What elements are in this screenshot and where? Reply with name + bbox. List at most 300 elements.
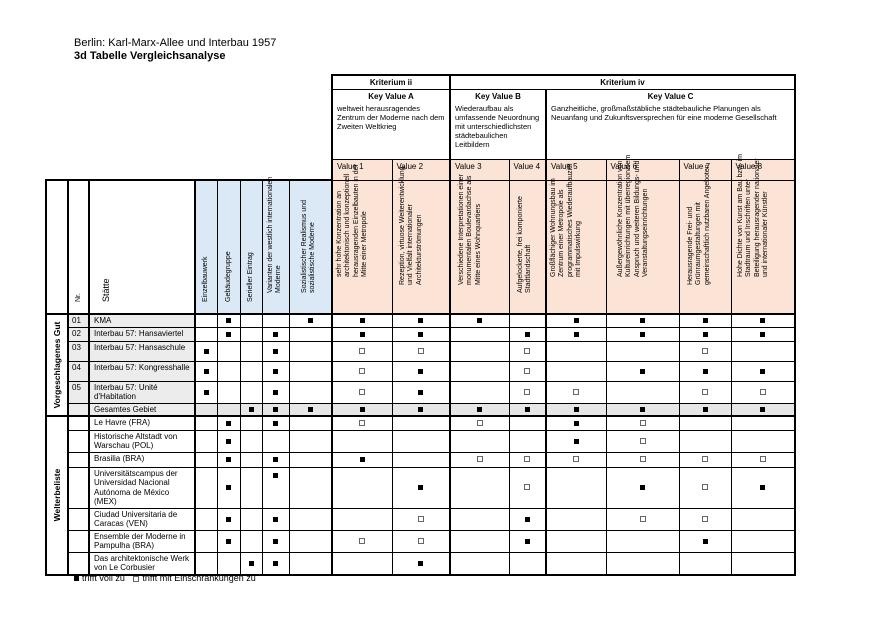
mark-cell [731,508,795,530]
full-mark-icon [525,515,530,524]
mark-cell [262,430,289,452]
row-site: Ciudad Universitaria de Caracas (VEN) [89,508,195,530]
value-header: Value 8 [731,159,795,180]
mark-cell [731,416,795,430]
full-mark-icon [760,405,765,414]
table-row [46,552,795,575]
partial-mark-icon [640,437,646,446]
full-mark-icon [477,316,482,325]
mark-cell [546,327,606,341]
mark-cell [509,467,546,508]
mark-cell [240,552,262,575]
mark-cell [332,416,392,430]
row-nr [68,416,89,430]
full-mark-icon [418,388,423,397]
type-header: Gebäudegruppe [217,180,240,314]
mark-cell [289,327,332,341]
mark-cell [546,361,606,381]
mark-cell [262,381,289,403]
row-nr: 04 [68,361,89,381]
mark-cell [289,452,332,467]
mark-cell [332,508,392,530]
mark-cell [679,327,731,341]
mark-cell [450,530,509,552]
mark-cell [392,403,450,416]
mark-cell [262,403,289,416]
mark-cell [731,341,795,361]
mark-cell [289,430,332,452]
mark-cell [289,361,332,381]
type-header: Einzelbauwerk [195,180,217,314]
mark-cell [731,452,795,467]
partial-mark-icon [573,455,579,464]
mark-cell [679,552,731,575]
full-mark-icon [703,316,708,325]
mark-cell [450,381,509,403]
mark-cell [217,467,240,508]
mark-cell [731,530,795,552]
mark-cell [606,403,679,416]
key-value-b [450,89,546,159]
mark-cell [731,381,795,403]
full-mark-icon [226,437,231,446]
partial-mark-icon [760,388,766,397]
row-nr: 05 [68,381,89,403]
mark-cell [679,530,731,552]
mark-cell [450,452,509,467]
mark-cell [509,327,546,341]
mark-cell [606,416,679,430]
mark-cell [240,467,262,508]
row-site: Ensemble der Moderne in Pampulha (BRA) [89,530,195,552]
mark-cell [679,381,731,403]
full-mark-icon [525,537,530,546]
mark-cell [450,314,509,327]
mark-cell [262,508,289,530]
full-mark-icon [226,419,231,428]
row-nr: 03 [68,341,89,361]
full-mark-icon [418,316,423,325]
mark-cell [195,341,217,361]
full-mark-icon [703,367,708,376]
row-site: Gesamtes Gebiet [89,403,195,416]
table-row [46,508,795,530]
full-mark-icon [273,388,278,397]
full-mark-icon [273,347,278,356]
mark-cell [332,430,392,452]
mark-cell [217,530,240,552]
mark-cell [289,552,332,575]
mark-cell [606,430,679,452]
mark-cell [392,530,450,552]
mark-cell [731,403,795,416]
mark-cell [217,416,240,430]
mark-cell [679,416,731,430]
mark-cell [195,430,217,452]
mark-cell [392,452,450,467]
value-desc: Hohe Dichte von Kunst am Bau bzw. im Stadtraum und Inschriften unter Beteiligung herausragender nationaler und internationaler Künstler [731,180,795,314]
mark-cell [195,381,217,403]
full-mark-icon [360,330,365,339]
mark-cell [195,361,217,381]
mark-cell [262,327,289,341]
mark-cell [217,430,240,452]
key-value-c [546,89,795,159]
mark-cell [509,341,546,361]
row-site: Universitätscampus der Universidad Nacional Autónoma de México (MEX) [89,467,195,508]
mark-cell [332,314,392,327]
mark-cell [450,508,509,530]
mark-cell [392,416,450,430]
partial-mark-icon [760,455,766,464]
mark-cell [509,381,546,403]
full-mark-icon [703,405,708,414]
mark-cell [546,452,606,467]
full-mark-icon [640,405,645,414]
mark-cell [240,530,262,552]
type-header: Varianten der westlich internationalen Moderne [262,180,289,314]
mark-cell [240,430,262,452]
full-mark-icon [273,405,278,414]
mark-cell [546,467,606,508]
mark-cell [217,552,240,575]
mark-cell [332,467,392,508]
table-row [46,467,795,508]
mark-cell [289,341,332,361]
full-mark-icon [273,537,278,546]
mark-cell [546,403,606,416]
mark-cell [195,416,217,430]
full-mark-icon [273,419,278,428]
group-proposed: Vorgeschlagenes Gut [46,314,68,416]
mark-cell [546,314,606,327]
mark-cell [262,341,289,361]
mark-cell [606,361,679,381]
mark-cell [332,530,392,552]
row-site: Interbau 57: Hansaviertel [89,327,195,341]
full-mark-icon [204,347,209,356]
partial-mark-icon [418,515,424,524]
table-row [46,314,795,327]
full-mark-icon [273,367,278,376]
full-mark-icon [249,405,254,414]
value-header: Value 2 [392,159,450,180]
mark-cell [262,452,289,467]
mark-cell [195,552,217,575]
mark-cell [509,508,546,530]
mark-cell [731,314,795,327]
partial-mark-icon [524,347,530,356]
value-header: Value 6 [606,159,679,180]
partial-mark-icon [702,347,708,356]
full-mark-icon [273,515,278,524]
mark-cell [240,314,262,327]
row-nr [68,530,89,552]
group-header [46,180,68,314]
full-mark-icon [574,437,579,446]
full-mark-icon [74,573,82,583]
mark-cell [240,416,262,430]
full-mark-icon [226,330,231,339]
mark-cell [606,452,679,467]
value-header: Value 1 [332,159,392,180]
full-mark-icon [360,455,365,464]
value-desc: Herausragende Frei- und Grünraumgestaltungen mit gemeinschaftlich nutzbaren Angeboten [679,180,731,314]
mark-cell [509,403,546,416]
mark-cell [289,416,332,430]
mark-cell [392,381,450,403]
type-header: Serieller Eintrag [240,180,262,314]
full-mark-icon [273,559,278,568]
row-nr [68,508,89,530]
value-header: Value 7 [679,159,731,180]
type-header: Sozialistischer Realismus und sozialistische Moderne [289,180,332,314]
full-mark-icon [760,483,765,492]
mark-cell [546,530,606,552]
mark-cell [240,381,262,403]
mark-cell [195,327,217,341]
partial-mark-icon [477,455,483,464]
value-desc: sehr hohe Konzentration an architektonisch und konzeptionell herausragenden Einzelbauten in der Mitte einer Metropole [332,180,392,314]
full-mark-icon [574,405,579,414]
mark-cell [240,361,262,381]
mark-cell [262,416,289,430]
title-line-2: 3d Tabelle Vergleichsanalyse [74,50,226,62]
mark-cell [450,361,509,381]
row-site: KMA [89,314,195,327]
mark-cell [509,314,546,327]
key-value-a [332,89,450,159]
value-header: Value 3 [450,159,509,180]
table-row [46,416,795,430]
mark-cell [546,416,606,430]
mark-cell [679,314,731,327]
partial-mark-icon [524,455,530,464]
row-nr [68,452,89,467]
mark-cell [217,508,240,530]
row-nr [68,430,89,452]
partial-mark-icon [702,515,708,524]
partial-mark-icon [359,347,365,356]
key-value-a-desc: weltweit herausragendes Zentrum der Moderne nach dem Zweiten Weltkrieg [337,103,445,131]
mark-cell [679,403,731,416]
mark-cell [262,530,289,552]
mark-cell [217,314,240,327]
partial-mark-icon [524,483,530,492]
mark-cell [392,467,450,508]
full-mark-icon [640,367,645,376]
title-line-1: Berlin: Karl-Marx-Allee und Interbau 1957 [74,37,277,49]
full-mark-icon [273,455,278,464]
mark-cell [392,430,450,452]
row-nr [68,467,89,508]
mark-cell [450,327,509,341]
full-mark-icon [418,330,423,339]
mark-cell [509,552,546,575]
mark-cell [679,361,731,381]
value-desc: Rezeption, virtuose Weiterentwicklung und Vielfalt internationaler Architekturströmungen [392,180,450,314]
row-site: Interbau 57: Hansaschule [89,341,195,361]
nr-header: Nr. [68,180,89,314]
value-desc: Aufgelockerte, frei komponierte Stadtlandschaft [509,180,546,314]
mark-cell [392,341,450,361]
full-mark-icon [226,537,231,546]
full-mark-icon [418,367,423,376]
mark-cell [731,552,795,575]
table-row [46,361,795,381]
table-row [46,381,795,403]
mark-cell [217,341,240,361]
row-site: Interbau 57: Kongresshalle [89,361,195,381]
full-mark-icon [640,330,645,339]
mark-cell [289,508,332,530]
full-mark-icon [308,316,313,325]
full-mark-icon [226,316,231,325]
mark-cell [679,467,731,508]
mark-cell [450,552,509,575]
partial-mark-icon [702,483,708,492]
mark-cell [240,341,262,361]
full-mark-icon [760,367,765,376]
mark-cell [450,416,509,430]
full-mark-icon [574,316,579,325]
mark-cell [450,430,509,452]
mark-cell [546,381,606,403]
full-mark-icon [640,316,645,325]
full-mark-icon [273,330,278,339]
mark-cell [289,314,332,327]
group-whl: Welterbeliste [46,416,68,575]
mark-cell [392,552,450,575]
partial-mark-icon [477,419,483,428]
criterion-ii-header: Kriterium ii [332,75,450,89]
full-mark-icon [226,455,231,464]
full-mark-icon [249,559,254,568]
full-mark-icon [273,471,278,480]
mark-cell [546,341,606,361]
criterion-iv-header: Kriterium iv [450,75,795,89]
partial-mark-icon [524,367,530,376]
value-header: Value 5 [546,159,606,180]
mark-cell [509,361,546,381]
mark-cell [392,508,450,530]
mark-cell [195,467,217,508]
full-mark-icon [703,330,708,339]
mark-cell [289,467,332,508]
partial-mark-icon [524,388,530,397]
value-header: Value 4 [509,159,546,180]
mark-cell [546,430,606,452]
legend-part-label: trifft mit Einschränkungen zu [142,573,256,583]
full-mark-icon [640,483,645,492]
full-mark-icon [525,330,530,339]
mark-cell [195,314,217,327]
partial-mark-icon [359,388,365,397]
full-mark-icon [703,537,708,546]
mark-cell [240,452,262,467]
full-mark-icon [226,483,231,492]
table-row [46,327,795,341]
full-mark-icon [760,316,765,325]
key-value-a-label: Key Value A [368,91,414,101]
mark-cell [679,430,731,452]
full-mark-icon [418,559,423,568]
row-site: Das architektonische Werk von Le Corbusier [89,552,195,575]
mark-cell [450,403,509,416]
row-nr: 02 [68,327,89,341]
mark-cell [450,341,509,361]
mark-cell [217,381,240,403]
full-mark-icon [574,419,579,428]
mark-cell [731,361,795,381]
full-mark-icon [226,515,231,524]
mark-cell [509,430,546,452]
mark-cell [332,361,392,381]
row-site: Historische Altstadt von Warschau (POL) [89,430,195,452]
row-site: Le Havre (FRA) [89,416,195,430]
key-value-b-label: Key Value B [475,91,521,101]
full-mark-icon [477,405,482,414]
mark-cell [509,452,546,467]
mark-cell [606,381,679,403]
key-value-b-desc: Wiederaufbau als umfassende Neuordnung mit unterschiedlichsten städtebaulichen Leitbildern [455,103,540,149]
full-mark-icon [308,405,313,414]
mark-cell [289,381,332,403]
full-mark-icon [204,388,209,397]
partial-mark-icon [573,388,579,397]
mark-cell [332,552,392,575]
row-nr [68,403,89,416]
full-mark-icon [760,330,765,339]
site-header: Stätte [89,180,195,314]
full-mark-icon [525,405,530,414]
mark-cell [262,467,289,508]
partial-mark-icon [702,455,708,464]
mark-cell [262,552,289,575]
mark-cell [332,403,392,416]
table-row [46,430,795,452]
partial-mark-icon [359,367,365,376]
row-nr [68,552,89,575]
value-desc: Großflächiger Wohnungsbau im Zentrum einer Metropole als programmatisches Wiederaufbauziel mit Impulswirkung [546,180,606,314]
partial-mark-icon [702,388,708,397]
mark-cell [509,416,546,430]
full-mark-icon [574,330,579,339]
table-row [46,530,795,552]
full-mark-icon [360,316,365,325]
mark-cell [240,508,262,530]
partial-mark-icon [640,419,646,428]
mark-cell [606,467,679,508]
row-nr: 01 [68,314,89,327]
mark-cell [289,530,332,552]
full-mark-icon [360,405,365,414]
mark-cell [217,327,240,341]
mark-cell [195,452,217,467]
mark-cell [332,381,392,403]
mark-cell [217,403,240,416]
mark-cell [606,530,679,552]
table-row [46,403,795,416]
key-value-c-label: Key Value C [647,91,694,101]
value-desc: Außergewöhnliche Konzentration von Kultureinrichtungen mit überregionalem Anspruch und weiteren Bildungs- und Veranstaltungseinrichtungen [606,180,679,314]
mark-cell [679,452,731,467]
key-value-c-desc: Ganzheitliche, großmaßstäbliche städtebauliche Planungen als Neuanfang und Zukunftsversprechen für eine moderne Gesellschaft [551,103,777,122]
partial-mark-icon [418,347,424,356]
mark-cell [195,508,217,530]
mark-cell [332,327,392,341]
table-row [46,341,795,361]
